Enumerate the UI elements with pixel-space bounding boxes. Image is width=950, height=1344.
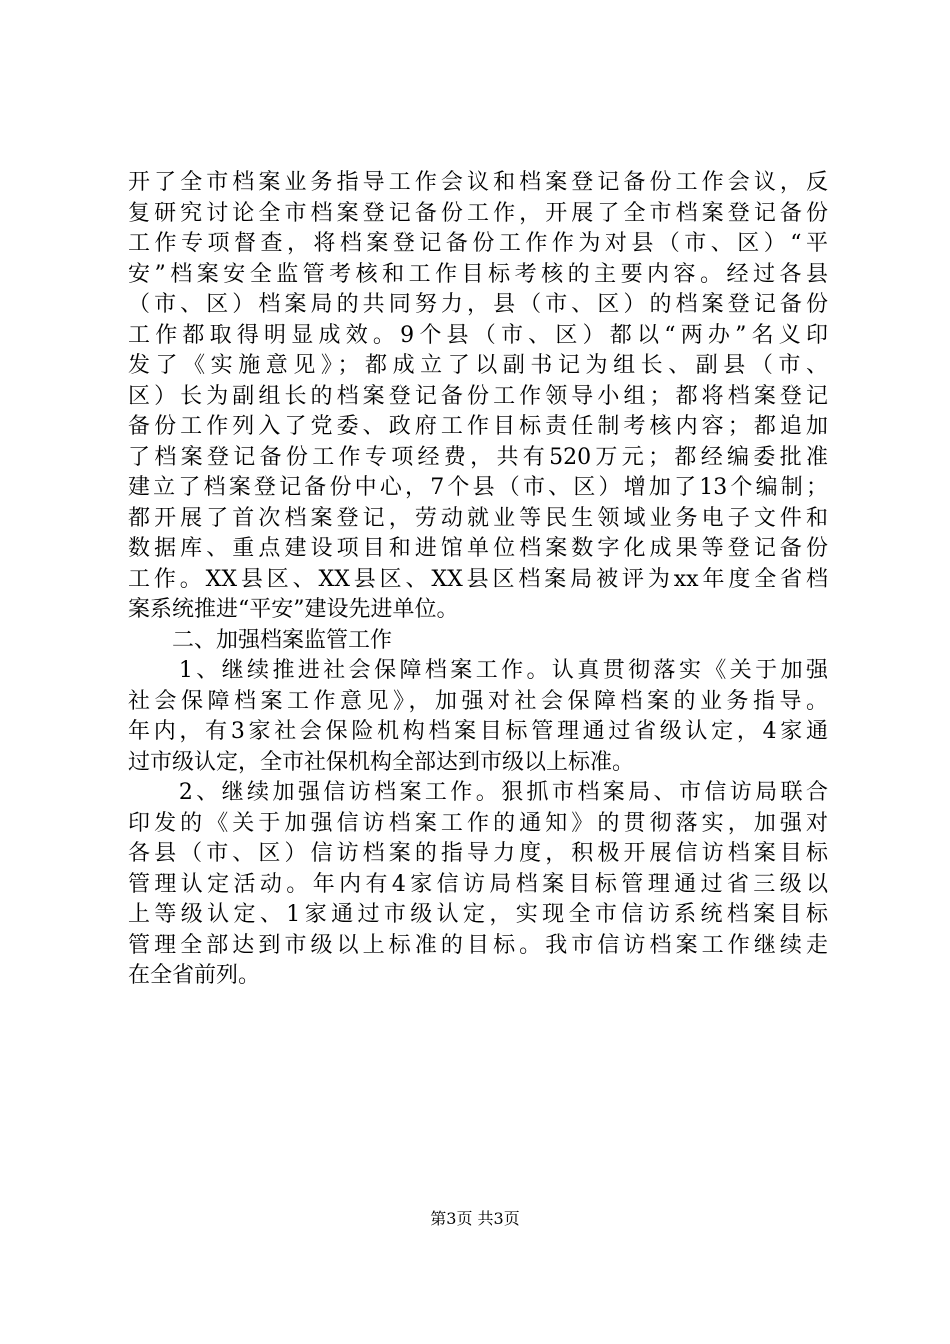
text-line: 复研究讨论全市档案登记备份工作，开展了全市档案登记备份 — [128, 200, 828, 226]
text-line: （市、区）档案局的共同努力，县（市、区）的档案登记备份 — [128, 292, 828, 317]
text-line: 2、继续加强信访档案工作。狠抓市档案局、市信访局联合 — [128, 780, 828, 805]
text-line: 印发的《关于加强信访档案工作的通知》的贯彻落实，加强对 — [128, 810, 828, 836]
text-line: 1、继续推进社会保障档案工作。认真贯彻落实《关于加强 — [128, 658, 828, 683]
text-line: 上等级认定、1家通过市级认定，实现全市信访系统档案目标 — [128, 902, 828, 927]
text-line: 社会保障档案工作意见》，加强对社会保障档案的业务指导。 — [128, 688, 828, 714]
text-line: 各县（市、区）信访档案的指导力度，积极开展信访档案目标 — [128, 841, 828, 866]
text-line: 建立了档案登记备份中心，7个县（市、区）增加了13个编制； — [128, 475, 828, 500]
text-line: 工作都取得明显成效。9个县（市、区）都以“两办”名义印 — [128, 322, 828, 348]
text-line: 都开展了首次档案登记，劳动就业等民生领域业务电子文件和 — [128, 505, 828, 531]
text-line: 工作。XX县区、XX县区、XX县区档案局被评为xx年度全省档 — [128, 566, 828, 592]
text-line: 安”档案安全监管考核和工作目标考核的主要内容。经过各县 — [128, 261, 828, 287]
text-line: 备份工作列入了党委、政府工作目标责任制考核内容；都追加 — [128, 414, 828, 439]
text-line: 数据库、重点建设项目和进馆单位档案数字化成果等登记备份 — [128, 536, 828, 561]
section-heading: 二、加强档案监管工作 — [128, 627, 393, 653]
text-line: 管理认定活动。年内有4家信访局档案目标管理通过省三级以 — [128, 871, 828, 897]
text-line: 开了全市档案业务指导工作会议和档案登记备份工作会议，反 — [128, 170, 828, 195]
text-line: 案系统推进“平安”建设先进单位。 — [128, 597, 459, 622]
text-line: 过市级认定，全市社保机构全部达到市级以上标准。 — [128, 749, 635, 775]
text-line: 了档案登记备份工作专项经费，共有520万元；都经编委批准 — [128, 444, 828, 470]
page-footer: 第3页 共3页 — [430, 1209, 520, 1228]
text-line: 区）长为副组长的档案登记备份工作领导小组；都将档案登记 — [128, 383, 828, 409]
text-line: 年内，有3家社会保险机构档案目标管理通过省级认定，4家通 — [128, 719, 828, 744]
body-text — [128, 168, 828, 992]
text-line: 发了《实施意见》；都成立了以副书记为组长、副县（市、 — [128, 353, 828, 378]
text-line: 在全省前列。 — [128, 963, 261, 988]
text-line: 管理全部达到市级以上标准的目标。我市信访档案工作继续走 — [128, 932, 828, 958]
text-line: 工作专项督查，将档案登记备份工作作为对县（市、区）“平 — [128, 231, 828, 256]
